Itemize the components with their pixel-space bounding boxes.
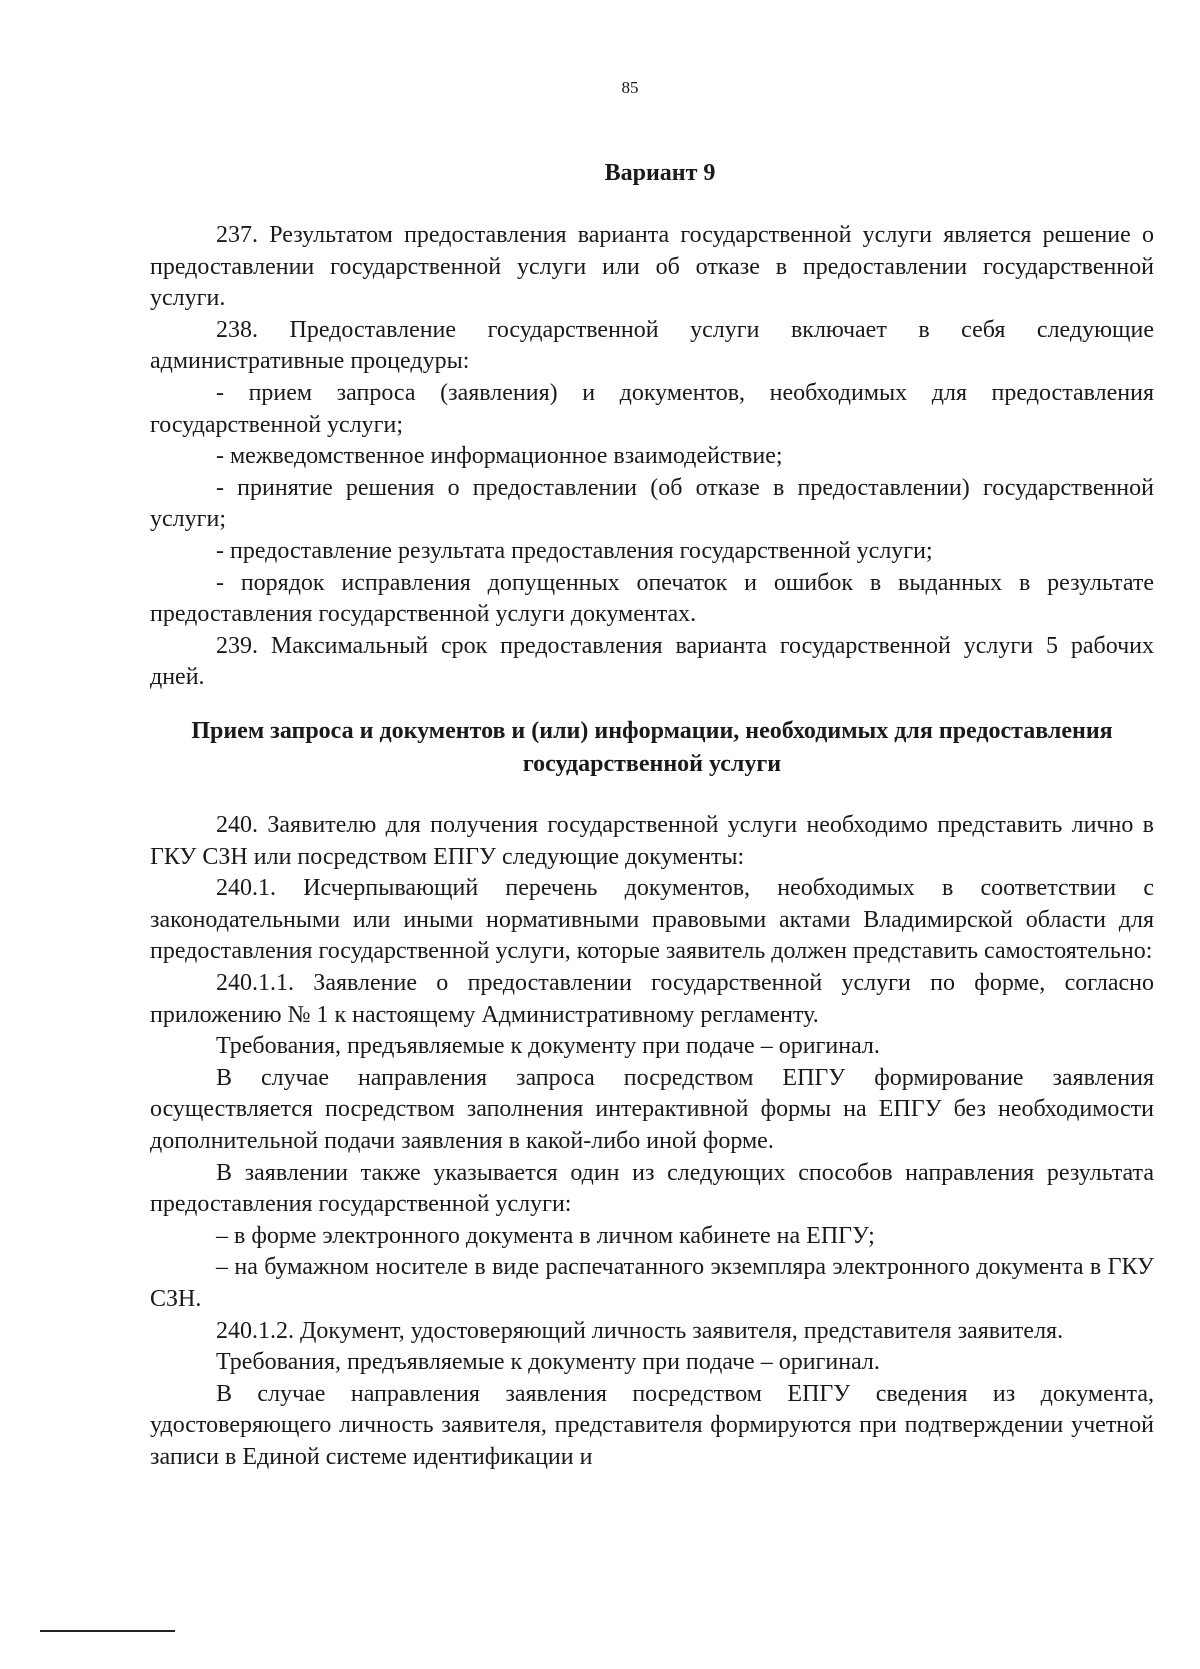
list-item-paper: – на бумажном носителе в виде распечатанного экземпляра электронного документа в ГКУ СЗН.	[150, 1254, 1154, 1312]
list-item-result: - предоставление результата предоставления государственной услуги;	[216, 537, 933, 564]
paragraph-240: 240. Заявителю для получения государственной услуги необходимо представить лично в ГКУ СЗН или посредством ЕПГУ следующие документы:	[150, 812, 1154, 870]
paragraph-239: 239. Максимальный срок предоставления варианта государственной услуги 5 рабочих дней.	[150, 632, 1154, 691]
reception-heading: Прием запроса и документов и (или) информации, необходимых для предоставления государственной услуги	[191, 718, 1113, 777]
paragraph-240-1: 240.1. Исчерпывающий перечень документов, необходимых в соответствии с законодательными или иными нормативными правовыми актами Владимирской области для предоставления государственной услуги, которые заявитель должен представить самостоятельно:	[150, 875, 1154, 965]
variant-section	[150, 220, 1154, 694]
paragraph-237: 237. Результатом предоставления варианта государственной услуги является решение о предоставлении государственной услуги или об отказе в предоставлении государственной услуги.	[150, 222, 1154, 312]
paragraph-240-1-1: 240.1.1. Заявление о предоставлении государственной услуги по форме, согласно приложению № 1 к настоящему Административному регламенту.	[150, 969, 1154, 1028]
variant-heading: Вариант 9	[604, 160, 716, 186]
paragraph-240-1-2: 240.1.2. Документ, удостоверяющий личность заявителя, представителя заявителя.	[216, 1317, 1064, 1344]
paragraph-238: 238. Предоставление государственной услуги включает в себя следующие административные процедуры:	[150, 316, 1154, 375]
list-item-decision: - принятие решения о предоставлении (об отказе в предоставлении) государственной услуги;	[150, 474, 1154, 533]
list-item-corrections: - порядок исправления допущенных опечаток и ошибок в выданных в результате предоставления государственной услуги документах.	[150, 569, 1154, 628]
footnote-divider	[40, 1630, 175, 1632]
list-item-electronic: – в форме электронного документа в личном кабинете на ЕПГУ;	[216, 1222, 875, 1249]
paragraph-identity-epgu: В случае направления заявления посредством ЕПГУ сведения из документа, удостоверяющего личность заявителя, представителя формируются при подтверждении учетной записи в Единой системе идентификации и	[150, 1380, 1154, 1470]
paragraph-requirements-2: Требования, предъявляемые к документу при подаче – оригинал.	[216, 1349, 880, 1376]
list-item-reception: - прием запроса (заявления) и документов, необходимых для предоставления государственной услуги;	[150, 379, 1154, 438]
paragraph-result-methods: В заявлении также указывается один из следующих способов направления результата предоставления государственной услуги:	[150, 1159, 1154, 1218]
paragraph-requirements-1: Требования, предъявляемые к документу при подаче – оригинал.	[216, 1033, 880, 1060]
reception-section	[150, 810, 1154, 1473]
list-item-interagency: - межведомственное информационное взаимодействие;	[216, 443, 783, 470]
paragraph-epgu-form: В случае направления запроса посредством ЕПГУ формирование заявления осуществляется посредством заполнения интерактивной формы на ЕПГУ без необходимости дополнительной подачи заявления в какой-либо иной форме.	[150, 1064, 1154, 1154]
page-number: 85	[621, 78, 639, 97]
